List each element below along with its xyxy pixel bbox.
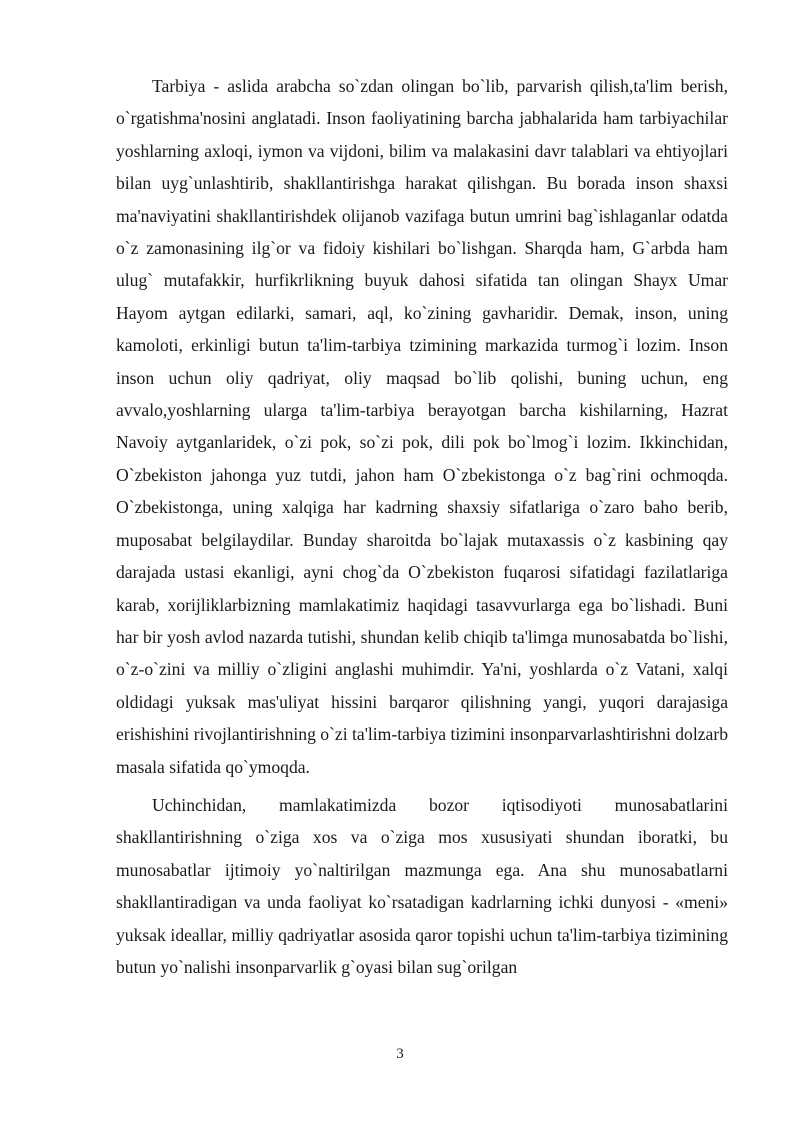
paragraph-1: Tarbiya - aslida arabcha so`zdan olingan bo`lib, parvarish qilish,ta'lim berish, o`rgatishma'nosini anglatadi. Inson faoliyatining barcha jabhalarida ham tarbiyachilar yoshlarning axloqi, iymon va vijdoni, bilim va malakasini davr talablari va ehtiyojlari bilan uyg`unlashtirib, shakllantirishga harakat qilishgan. Bu borada inson shaxsi ma'naviyatini shakllantirishdek olijanob vazifaga butun umrini bag`ishlaganlar odatda o`z zamonasining ilg`or va fidoiy kishilari bo`lishgan. Sharqda ham, G`arbda ham ulug` mutafakkir, hurfikrlikning buyuk dahosi sifatida tan olingan Shayx Umar Hayom aytgan edilarki, samari, aql, ko`zining gavharidir. Demak, inson, uning kamoloti, erkinligi butun ta'lim-tarbiya tzimining markazida turmog`i lozim. Inson inson uchun oliy qadriyat, oliy maqsad bo`lib qolishi, buning uchun, eng avvalo,yoshlarning ularga ta'lim-tarbiya berayotgan barcha kishilarning, Hazrat Navoiy aytganlaridek, o`zi pok, so`zi pok, dili pok bo`lmog`i lozim. Ikkinchidan, O`zbekiston jahonga yuz tutdi, jahon ham O`zbekistonga o`z bag`rini ochmoqda. O`zbekistonga, uning xalqiga har kadrning shaxsiy sifatlariga o`zaro baho berib, muposabat belgilaydilar. Bunday sharoitda bo`lajak mutaxassis o`z kasbining qay darajada ustasi ekanligi, ayni chog`da O`zbekiston fuqarosi sifatidagi fazilatlariga karab, xorijliklarbizning mamlakatimiz haqidagi tasavvurlarga ega bo`lishadi. Buni har bir yosh avlod nazarda tutishi, shundan kelib chiqib ta'limga munosabatda bo`lishi, o`z-o`zini va milliy o`zligini anglashi muhimdir. Ya'ni, yoshlarda o`z Vatani, xalqi oldidagi yuksak mas'uliyat hissini barqaror qilishning yangi, yuqori darajasiga erishishini rivojlantirishning o`zi ta'lim-tarbiya tizimini insonparvarlashtirishni dolzarb masala sifatida qo`ymoqda. (116, 76, 728, 777)
page-number: 3 (396, 1046, 404, 1062)
page-body (116, 70, 728, 983)
paragraph-2: Uchinchidan, mamlakatimizda bozor iqtisodiyoti munosabatlarini shakllantirishning o`ziga xos va o`ziga mos xususiyati shundan iboratki, bu munosabatlar ijtimoiy yo`naltirilgan mazmunga ega. Ana shu munosabatlarni shakllantiradigan va unda faoliyat ko`rsatadigan kadrlarning ichki dunyosi - «meni» yuksak ideallar, milliy qadriyatlar asosida qaror topishi uchun ta'lim-tarbiya tizimining butun yo`nalishi insonparvarlik g`oyasi bilan sug`orilgan (116, 794, 728, 977)
